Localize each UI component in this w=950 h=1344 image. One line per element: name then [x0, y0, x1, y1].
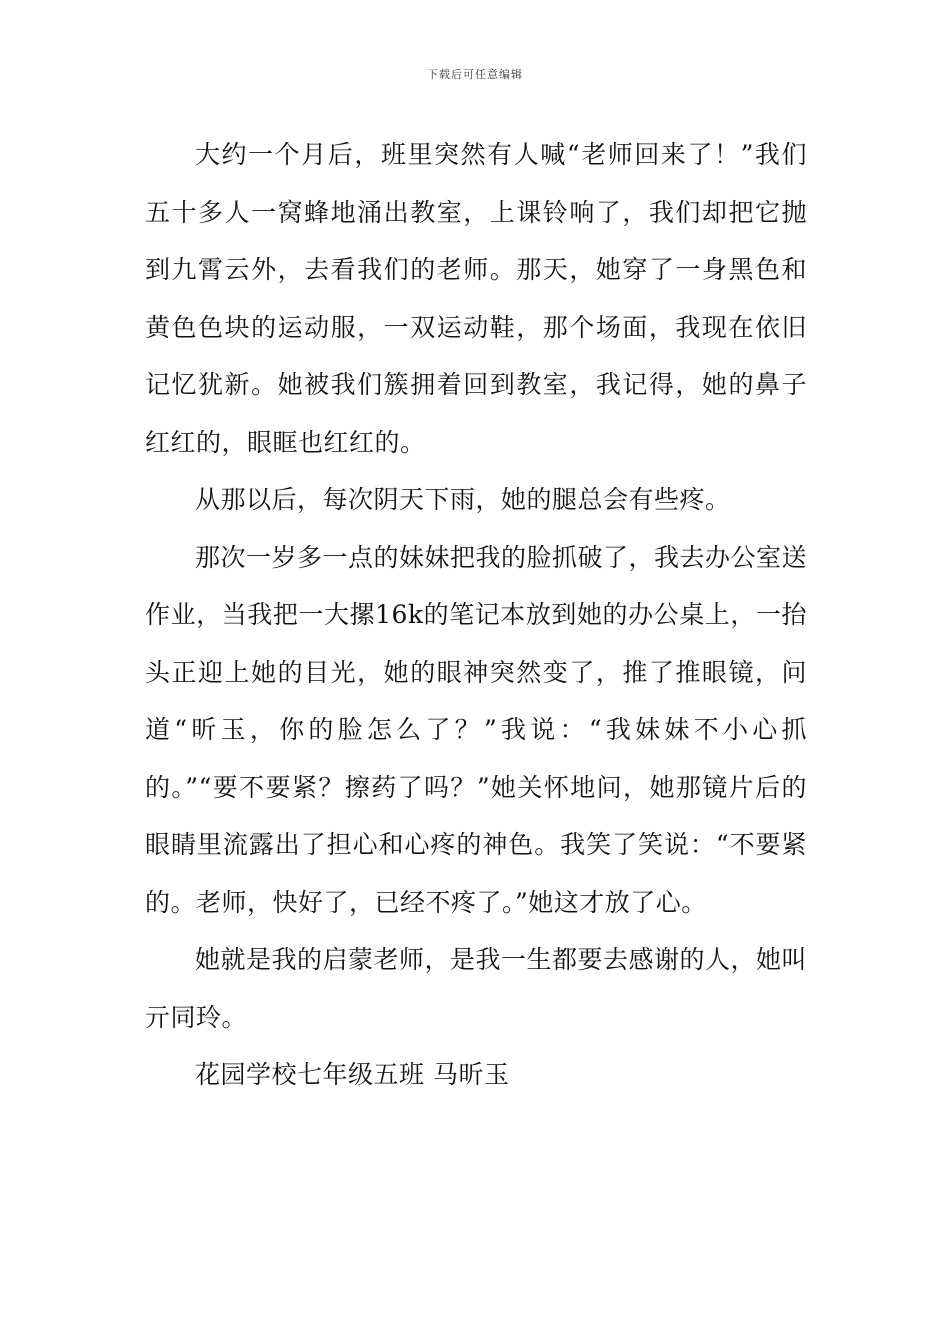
paragraph-enlightenment-teacher: 她就是我的启蒙老师，是我一生都要去感谢的人，她叫亓同玲。 [145, 945, 808, 1032]
paragraph-scratched-face: 那次一岁多一点的妹妹把我的脸抓破了，我去办公室送作业，当我把一大摞16k的笔记本放到她的办公桌上，一抬头正迎上她的目光，她的眼神突然变了，推了推眼镜，问道“昕玉，你的脸怎么了？”我说：“我妹妹不小心抓的。”“要不要紧？擦药了吗？”她关怀地问，她那镜片后的眼睛里流露出了担心和心疼的神色。我笑了笑说：“不要紧的。老师，快好了，已经不疼了。”她这才放了心。 [145, 542, 808, 917]
page-header-note: 下载后可任意编辑 [427, 68, 523, 81]
author-signature: 花园学校七年级五班 马昕玉 [195, 1060, 510, 1089]
paragraph-teacher-return: 大约一个月后，班里突然有人喊“老师回来了！”我们五十多人一窝蜂地涌出教室，上课铃响了，我们却把它抛到九霄云外，去看我们的老师。那天，她穿了一身黑色和黄色色块的运动服，一双运动鞋，那个场面，我现在依旧记忆犹新。她被我们簇拥着回到教室，我记得，她的鼻子红红的，眼眶也红红的。 [145, 140, 807, 457]
document-body [145, 126, 807, 1104]
paragraph-leg-pain: 从那以后，每次阴天下雨，她的腿总会有些疼。 [195, 485, 731, 514]
